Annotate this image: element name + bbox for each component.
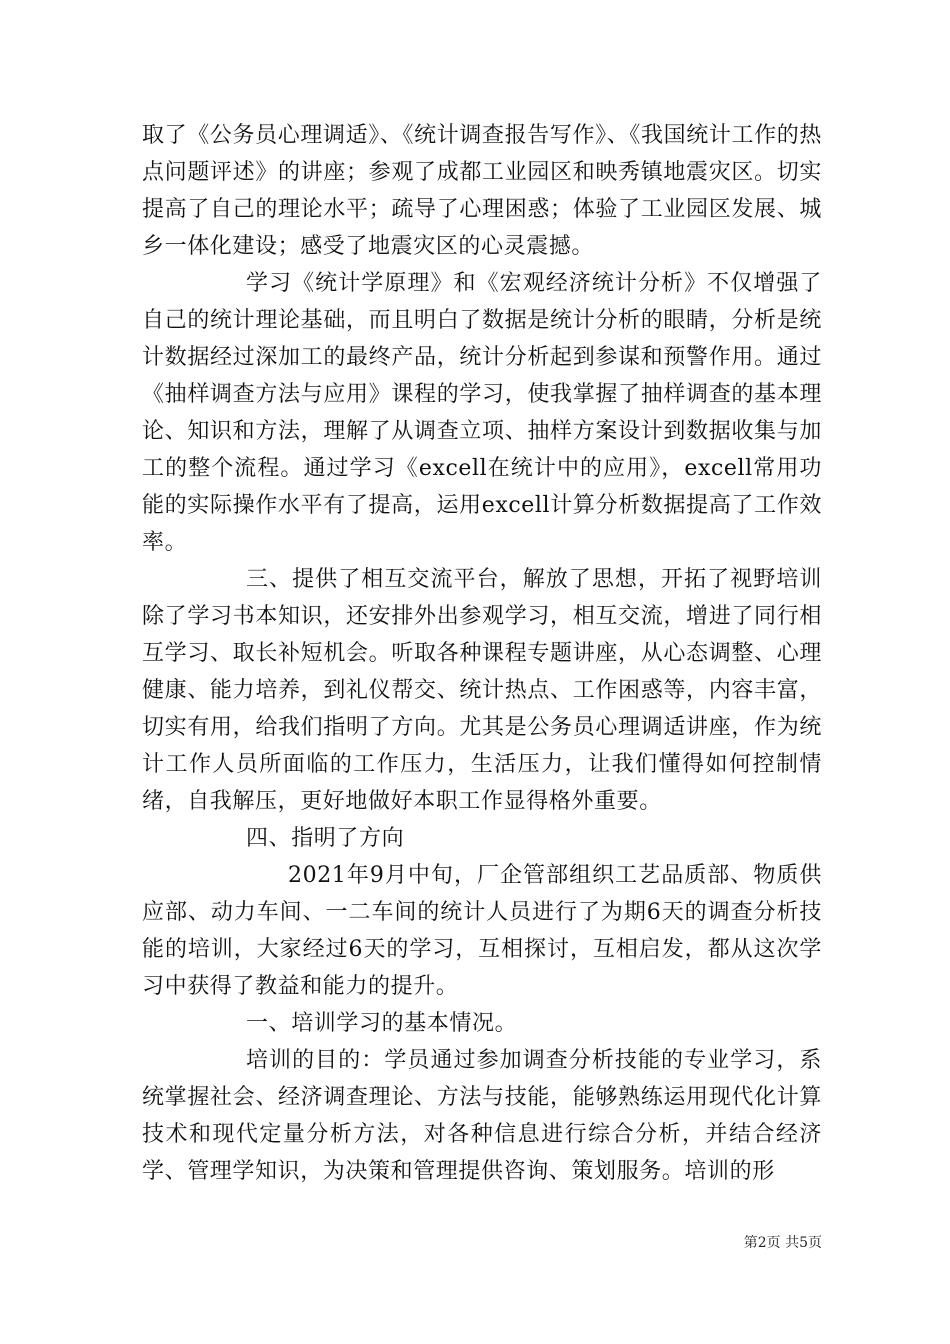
heading-training-basics: 一、培训学习的基本情况。 bbox=[246, 1011, 518, 1036]
paragraph-training-purpose: 培训的目的：学员通过参加调查分析技能的专业学习，系统掌握社会、经济调查理论、方法与技能，能够熟练运用现代化计算技术和现代定量分析方法，对各种信息进行综合分析，并结合经济学、管理学知识，为决策和管理提供咨询、策划服务。培训的形 bbox=[142, 1048, 822, 1184]
paragraph-section-three: 三、提供了相互交流平台，解放了思想，开拓了视野培训除了学习书本知识，还安排外出参观学习，相互交流，增进了同行相互学习、取长补短机会。听取各种课程专题讲座，从心态调整、心理健康、能力培养，到礼仪帮交、统计热点、工作困惑等，内容丰富，切实有用，给我们指明了方向。尤其是公务员心理调适讲座，作为统计工作人员所面临的工作压力，生活压力，让我们懂得如何控制情绪，自我解压，更好地做好本职工作显得格外重要。 bbox=[142, 567, 822, 814]
document-body bbox=[142, 117, 822, 1190]
page-number: 第2页 共5页 bbox=[743, 1235, 822, 1251]
paragraph-continued: 取了《公务员心理调适》、《统计调查报告写作》、《我国统计工作的热点问题评述》的讲座；参观了成都工业园区和映秀镇地震灾区。切实提高了自己的理论水平；疏导了心理困惑；体验了工业园区发展、城乡一体化建设；感受了地震灾区的心灵震撼。 bbox=[142, 123, 822, 259]
paragraph-training-intro: 2021年9月中旬，厂企管部组织工艺品质部、物质供应部、动力车间、一二车间的统计人员进行了为期6天的调查分析技能的培训，大家经过6天的学习，互相探讨，互相启发，都从这次学习中获得了教益和能力的提升。 bbox=[142, 863, 822, 999]
heading-section-four: 四、指明了方向 bbox=[246, 826, 405, 851]
paragraph-statistics-study: 学习《统计学原理》和《宏观经济统计分析》不仅增强了自己的统计理论基础，而且明白了数据是统计分析的眼睛，分析是统计数据经过深加工的最终产品，统计分析起到参谋和预警作用。通过《抽样调查方法与应用》课程的学习，使我掌握了抽样调查的基本理论、知识和方法，理解了从调查立项、抽样方案设计到数据收集与加工的整个流程。通过学习《excell在统计中的应用》，excell常用功能的实际操作水平有了提高，运用excell计算分析数据提高了工作效率。 bbox=[142, 271, 822, 555]
